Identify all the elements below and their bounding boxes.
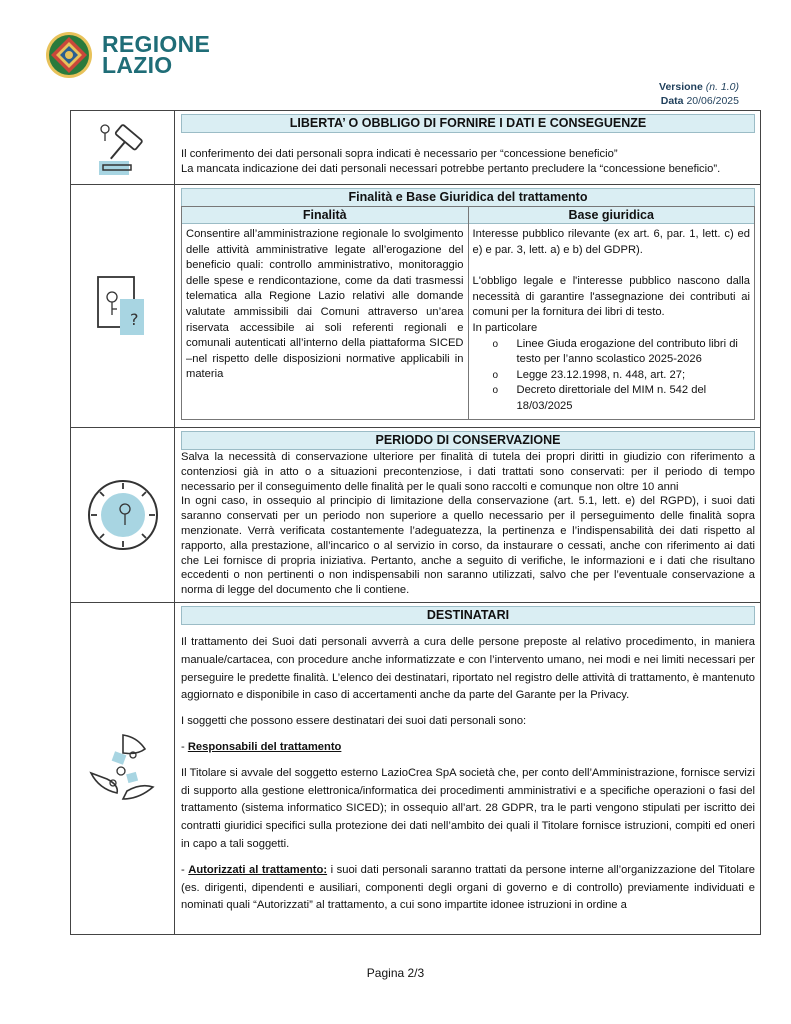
gavel-icon xyxy=(91,117,155,179)
hands-data-icon xyxy=(83,729,163,809)
section-icon-cell xyxy=(71,111,175,184)
destinatari-p2: I soggetti che possono essere destinatari dei suoi dati personali sono: xyxy=(181,715,527,728)
finalita-text: Consentire all’amministrazione regionale lo svolgimento delle attività amministrative legate all’erogazione del beneficio quali: controllo amministrativo, monitoraggio delle spese e rendicontazione, come da dati trasmessi telematica alla Regione Lazio relativi alle domande valutate ammissibili dai Comuni attraverso un’area riservata accessibile ai soli referenti regionali e comunali autenticati all’interno della piattaforma SICED –nel rispetto delle disposizioni normative applicabili in materia xyxy=(186,228,464,381)
regione-lazio-logo xyxy=(44,30,210,80)
base-giuridica-p2: L'obbligo legale e l'interesse pubblico nascono dalla necessità di garantire l'assegnazione dei contributi ai comuni per la fornitura dei libri di testo. xyxy=(472,275,750,319)
liberta-p2: La mancata indicazione dei dati personali necessari potrebbe pertanto precludere la “concessione beneficio”. xyxy=(181,162,721,175)
brand-line-1: REGIONE xyxy=(102,31,211,57)
section-finalita xyxy=(71,185,760,428)
page-number: Pagina 2/3 xyxy=(366,966,425,980)
responsabili-label: Responsabili del trattamento xyxy=(187,740,342,753)
finalita-col-header: Finalità xyxy=(182,207,468,224)
list-item: o Linee Giuda erogazione del contributo libri di testo per l’anno scolastico 2025-2026 xyxy=(493,337,751,368)
version-label: Versione xyxy=(659,81,703,93)
brand-line-2: LAZIO xyxy=(102,52,173,78)
section-icon-cell xyxy=(71,428,175,602)
autorizzati-text: i suoi dati personali saranno trattati da persone interne all’organizzazione del Titolare (es. dirigenti, dipendenti e ausiliari, componenti degli organi di governo e di controllo) previamente individuati e nominati quali “Autorizzati” al trattamento, a cui sono impartite idonee istruzioni in ordine a xyxy=(181,863,755,912)
privacy-table xyxy=(70,110,761,935)
section-title-finalita: Finalità e Base Giuridica del trattamento xyxy=(181,188,755,206)
list-item: o Decreto direttoriale del MIM n. 542 del 18/03/2025 xyxy=(493,383,751,414)
section-title-periodo: PERIODO DI CONSERVAZIONE xyxy=(181,431,755,450)
list-item: o Legge 23.12.1998, n. 448, art. 27; xyxy=(493,368,751,384)
version-value: (n. 1.0) xyxy=(705,81,739,93)
section-title-destinatari: DESTINATARI xyxy=(181,606,755,625)
periodo-p1: Salva la necessità di conservazione ulteriore per finalità di tutela dei propri diritti in giudizio con riferimento a contenziosi già in atto o a situazioni precontenziose, i dati trattati sono conservati: per il periodo di tempo necessario per il conseguimento delle finalità per le quali sono raccolti e comunque non oltre 10 anni xyxy=(181,451,755,493)
liberta-p1: Il conferimento dei dati personali sopra indicati è necessario per “concessione beneficio” xyxy=(181,148,618,160)
base-giuridica-p3: In particolare xyxy=(472,321,538,334)
document-question-icon xyxy=(92,273,154,339)
section-liberta xyxy=(71,111,760,185)
destinatari-p3: Il Titolare si avvale del soggetto esterno LazioCrea SpA società che, per conto dell’Amministrazione, fornisce servizi di supporto alla gestione elettronica/informatica dei procedimenti amministrativi e a specifiche operazioni o fasi del trattamento (sistema informatico SICED); in ossequio all’art. 28 GDPR, tra le parti vengono stipulati per iscritto dei contratti giuridici specifici sulla protezione dei dati nell’ambito dei quali il Titolare fornisce istruzioni, compiti ed oneri in capo a tali soggetti. xyxy=(181,766,755,850)
date-value: 20/06/2025 xyxy=(686,95,739,107)
base-giuridica-column xyxy=(468,207,755,419)
destinatari-p1: Il trattamento dei Suoi dati personali avverrà a cura delle persone preposte al relativo procedimento, in maniera manuale/cartacea, con procedure anche informatizzate e con l’intervento umano, nei modi e nei limiti necessari per perseguire le predette finalità. L’elenco dei destinatari, riportato nel registro delle attività di trattamento, è mantenuto aggiornato e disponibile in caso di accertamenti anche da parte del Garante per la Privacy. xyxy=(181,636,755,702)
section-periodo xyxy=(71,428,760,603)
section-destinatari xyxy=(71,603,760,934)
periodo-p2: In ogni caso, in ossequio al principio di limitazione della conservazione (art. 5.1, lett. e) del RGPD), i suoi dati saranno conservati per un periodo non superiore a quello necessario per il perseguimento delle finalità sopra menzionate. Verrà verificata costantemente l’adeguatezza, la pertinenza e l’indispensabilità dei dati rispetto al rapporto, alla prestazione, all’incarico o al servizio in corso, da instaurare o cessati, anche con riferimento ai dati che Lei fornisce di propria iniziativa. Pertanto, anche a seguito di verifiche, le informazioni e i dati che risultano eccedenti o non pertinenti o non indispensabili non saranno utilizzati, salvo che per l’eventuale conservazione a norma di legge del documento che li contiene. xyxy=(181,495,755,597)
version-info xyxy=(659,80,739,108)
section-icon-cell xyxy=(71,185,175,427)
regione-lazio-emblem-icon xyxy=(44,30,94,80)
section-icon-cell xyxy=(71,603,175,934)
autorizzati-paragraph: - Autorizzati al trattamento: i suoi dati personali saranno trattati da persone interne all’organizzazione del Titolare (es. dirigenti, dipendenti e ausiliari, componenti degli organi di governo e di controllo) previamente individuati e nominati quali “Autorizzati” al trattamento, a cui sono impartite idonee istruzioni in ordine a xyxy=(181,863,755,912)
svg-text:?: ? xyxy=(129,310,138,329)
autorizzati-label: Autorizzati al trattamento: xyxy=(188,863,328,876)
base-giuridica-col-header: Base giuridica xyxy=(469,207,755,224)
clock-icon xyxy=(83,475,163,555)
finalita-column xyxy=(182,207,468,419)
base-giuridica-p1: Interesse pubblico rilevante (ex art. 6, par. 1, lett. c) ed e) e par. 3, lett. a) e b) del GDPR). xyxy=(472,228,750,256)
base-giuridica-list xyxy=(473,337,751,415)
section-title-liberta: LIBERTA’ O OBBLIGO DI FORNIRE I DATI E CONSEGUENZE xyxy=(181,114,755,133)
finalita-subtable xyxy=(181,206,755,420)
date-label: Data xyxy=(660,95,684,107)
responsabili-heading: - Responsabili del trattamento xyxy=(181,740,342,753)
